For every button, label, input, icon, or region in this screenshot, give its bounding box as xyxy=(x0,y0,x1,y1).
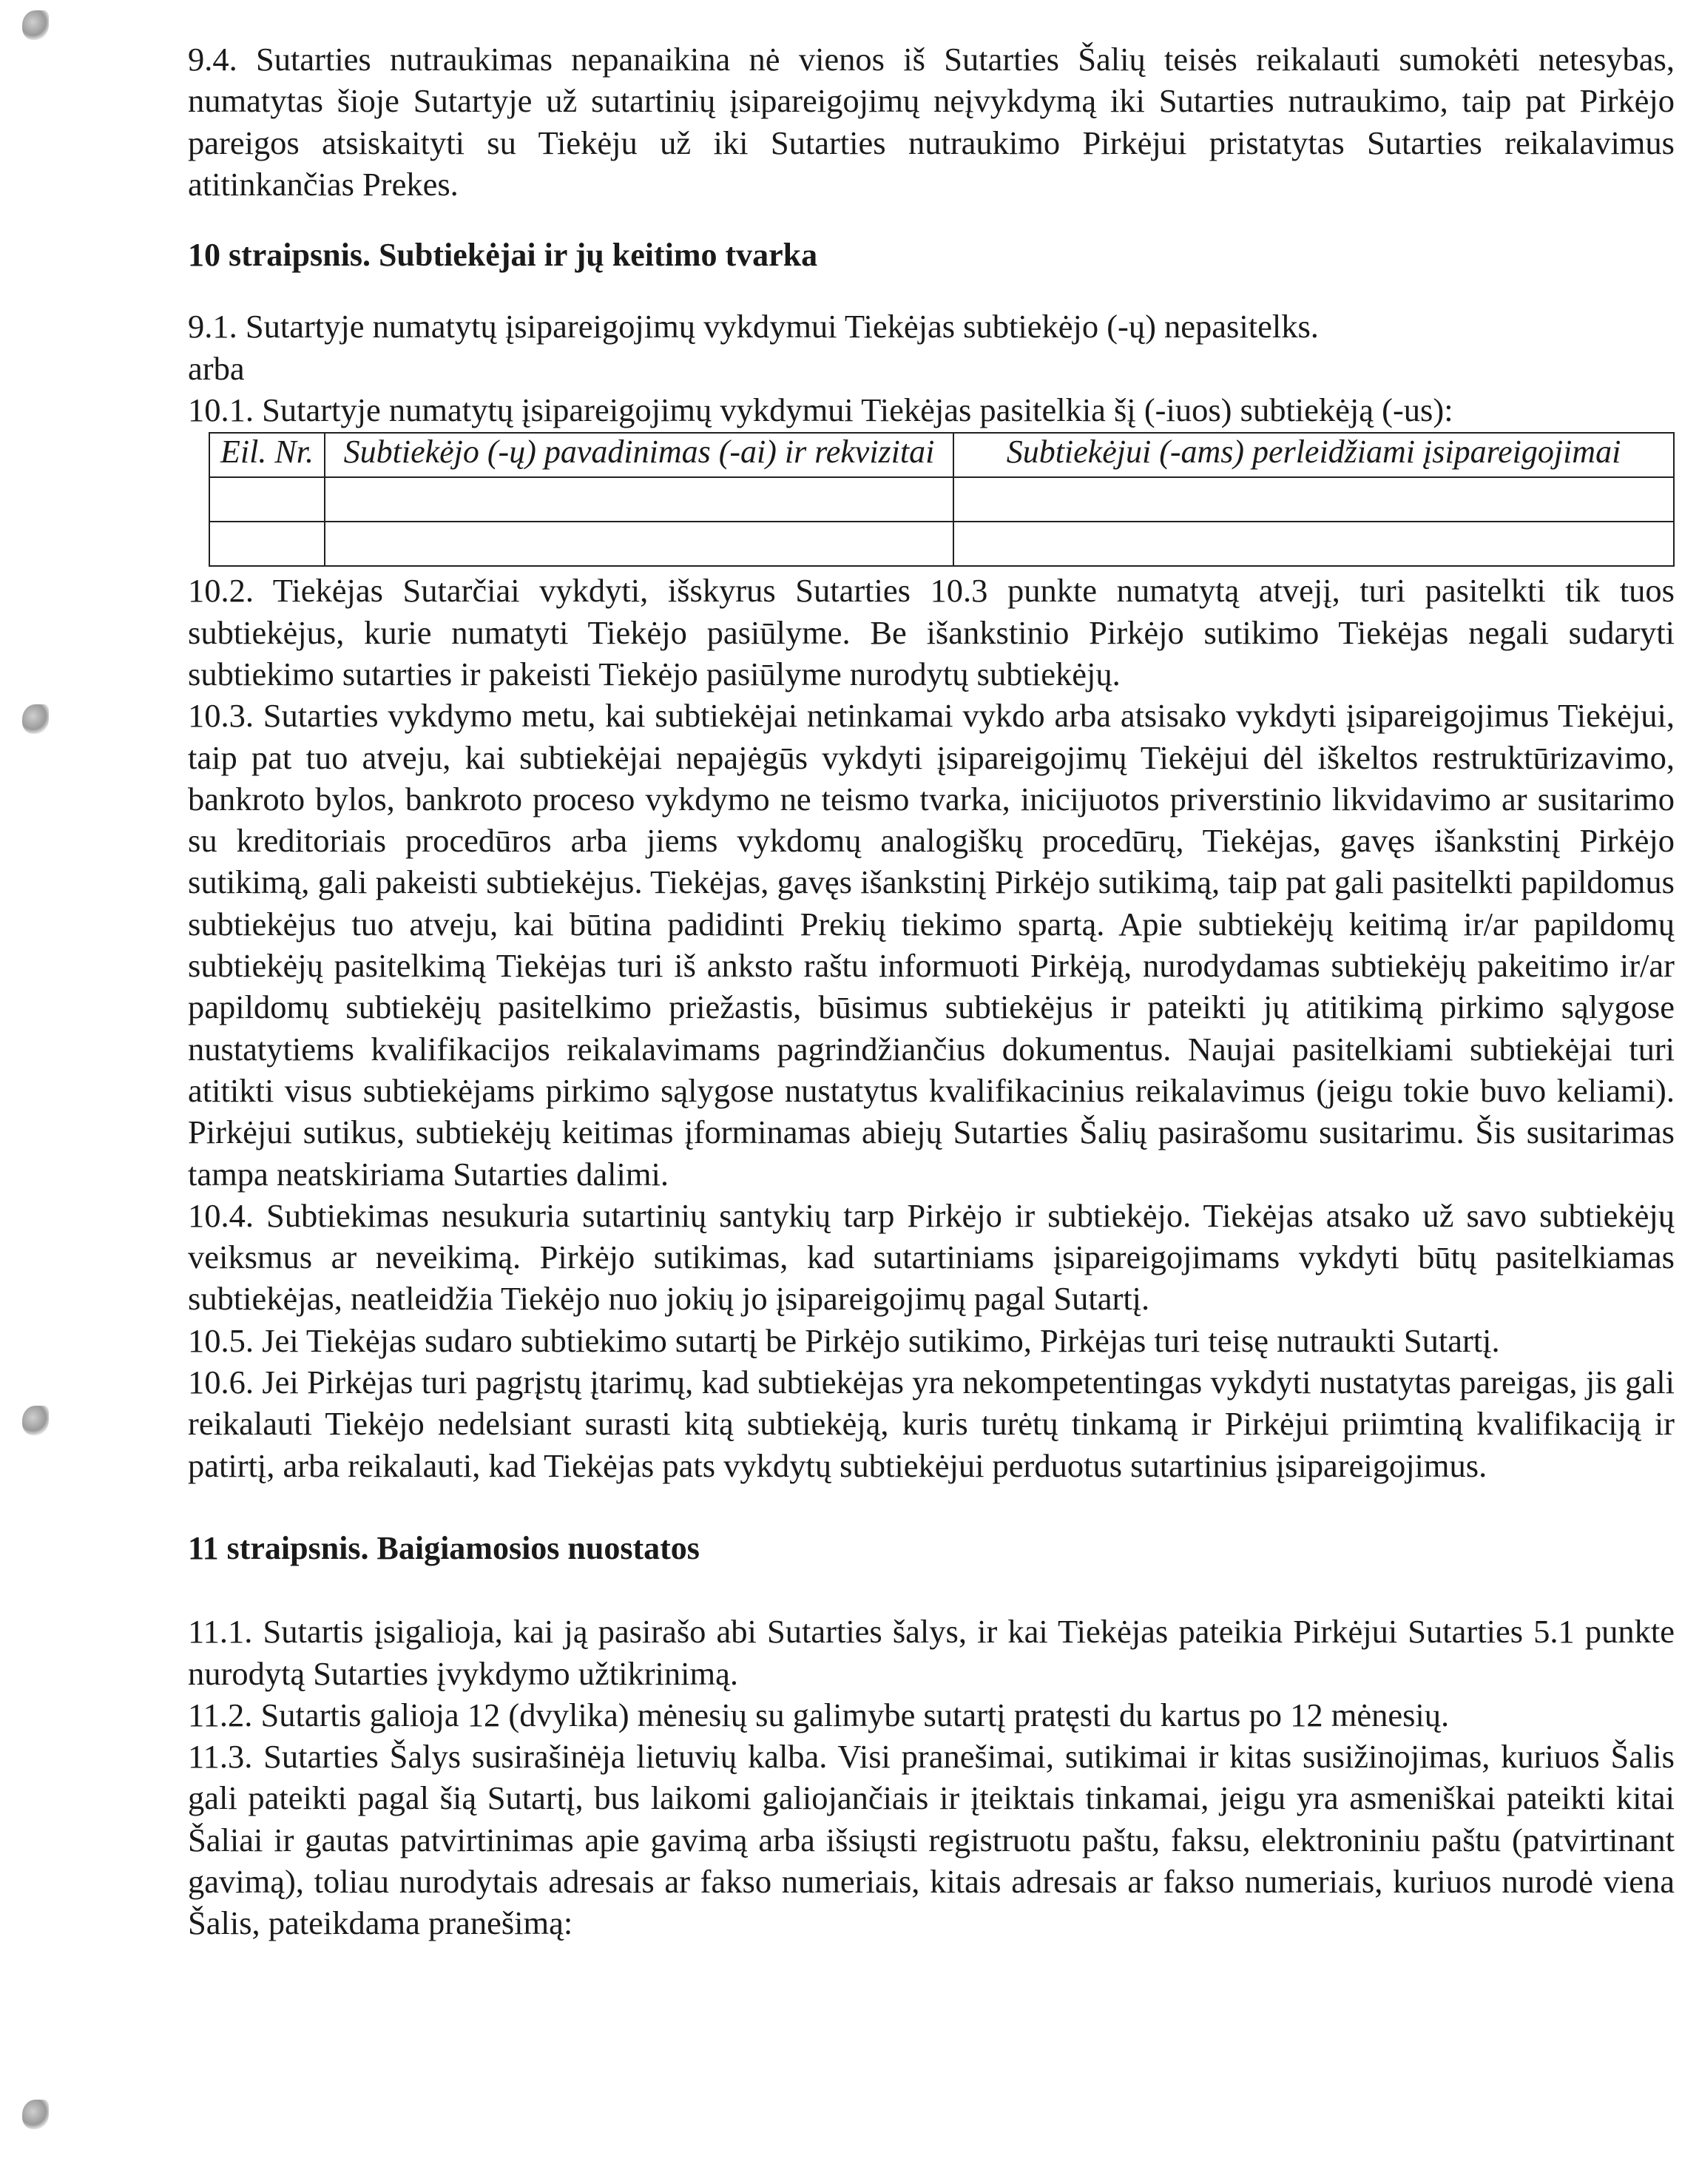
clause-9-1: 9.1. Sutartyje numatytų įsipareigojimų vykdymui Tiekėjas subtiekėjo (-ų) nepasitelks. xyxy=(188,308,1319,346)
clause-10-4: 10.4. Subtiekimas nesukuria sutartinių santykių tarp Pirkėjo ir subtiekėjo. Tiekėjas atsako už savo subtiekėjų veiksmus ar neveikimą. Pirkėjo sutikimas, kad sutartiniams įsipareigojimams vykdyti būtų pasitelkiamas subtiekėjas, neatleidžia Tiekėjo nuo jokių jo įsipareigojimų pagal Sutartį. xyxy=(188,1196,1675,1318)
table-cell-nr xyxy=(209,477,325,522)
punch-hole-1 xyxy=(22,10,49,40)
subcontractor-table xyxy=(209,432,1675,567)
table-cell-obligations xyxy=(953,522,1674,566)
or-text: arba xyxy=(188,349,245,387)
clause-10-3: 10.3. Sutarties vykdymo metu, kai subtiekėjai netinkamai vykdo arba atsisako vykdyti įsipareigojimus Tiekėjui, taip pat tuo atveju, kai subtiekėjai nepajėgūs vykdyti įsipareigojimų Tiekėjui dėl iškeltos restruktūrizavimo, bankroto bylos, bankroto proceso vykdymo ne teismo tvarka, inicijuotos priverstinio likvidavimo ar susitarimo su kreditoriais procedūros arba jiems vykdomų analogiškų procedūrų, Tiekėjas, gavęs išankstinį Pirkėjo sutikimą, gali pakeisti subtiekėjus. Tiekėjas, gavęs išankstinį Pirkėjo sutikimą, taip pat gali pasitelkti papildomus subtiekėjus tuo atveju, kai būtina padidinti Prekių tiekimo spartą. Apie subtiekėjų keitimą ir/ar papildomų subtiekėjų pasitelkimą Tiekėjas turi iš anksto raštu informuoti Pirkėją, nurodydamas subtiekėjų pakeitimo ir/ar papildomų subtiekėjų pasitelkimo priežastis, būsimus subtiekėjus ir pateikti jų atitikimą pirkimo sąlygose nustatytiems kvalifikacijos reikalavimams pagrindžiančius dokumentus. Naujai pasitelkiami subtiekėjai turi atitikti visus subtiekėjams pirkimo sąlygose nustatytus kvalifikacinius reikalavimus (jeigu tokie buvo keliami). Pirkėjui sutikus, subtiekėjų keitimas įforminamas abiejų Sutarties Šalių pasirašomu susitarimu. Šis susitarimas tampa neatskiriama Sutarties dalimi. xyxy=(188,697,1675,1193)
clause-9-4: 9.4. Sutarties nutraukimas nepanaikina nė vienos iš Sutarties Šalių teisės reikalauti sumokėti netesybas, numatytas šioje Sutartyje už sutartinių įsipareigojimų neįvykdymą iki Sutarties nutraukimo, taip pat Pirkėjo pareigos atsiskaityti su Tiekėju už iki Sutarties nutraukimo Pirkėjui pristatytas Sutarties reikalavimus atitinkančias Prekes. xyxy=(188,41,1675,203)
clause-10-2: 10.2. Tiekėjas Sutarčiai vykdyti, išskyrus Sutarties 10.3 punkte numatytą atvejį, turi pasitelkti tik tuos subtiekėjus, kurie numatyti Tiekėjo pasiūlyme. Be išankstinio Pirkėjo sutikimo Tiekėjas negali sudaryti subtiekimo sutarties ir pakeisti Tiekėjo pasiūlyme nurodytų subtiekėjų. xyxy=(188,572,1675,692)
table-cell-name xyxy=(325,522,953,566)
clause-11-3: 11.3. Sutarties Šalys susirašinėja lietuvių kalba. Visi pranešimai, sutikimai ir kitas susižinojimas, kuriuos Šalis gali pateikti pagal šią Sutartį, bus laikomi galiojančiais ir įteiktais tinkamai, jeigu yra asmeniškai pateikti kitai Šaliai ir gautas patvirtinimas apie gavimą arba išsiųsti registruotu paštu, faksu, elektroniniu paštu (patvirtinant gavimą), toliau nurodytais adresais ar fakso numeriais, kitais adresais ar fakso numeriais, kuriuos nurodė viena Šalis, pateikdama pranešimą: xyxy=(188,1738,1675,1942)
table-row xyxy=(209,477,1674,522)
document-body xyxy=(188,38,1675,1944)
clause-10-6: 10.6. Jei Pirkėjas turi pagrįstų įtarimų, kad subtiekėjas yra nekompetentingas vykdyti nustatytas pareigas, jis gali reikalauti Tiekėjo nedelsiant surasti kitą subtiekėją, kuris turėtų tinkamą ir Pirkėjui priimtiną kvalifikaciją ir patirtį, arba reikalauti, kad Tiekėjas pats vykdytų subtiekėjui perduotus sutartinius įsipareigojimus. xyxy=(188,1364,1675,1484)
clause-10-1: 10.1. Sutartyje numatytų įsipareigojimų vykdymui Tiekėjas pasitelkia šį (-iuos) subtiekėją (-us): xyxy=(188,391,1453,429)
clause-11-1: 11.1. Sutartis įsigalioja, kai ją pasirašo abi Sutarties šalys, ir kai Tiekėjas pateikia Pirkėjui Sutarties 5.1 punkte nurodytą Sutarties įvykdymo užtikrinimą. xyxy=(188,1613,1675,1692)
column-header-obligations: Subtiekėjui (-ams) perleidžiami įsipareigojimai xyxy=(953,433,1674,477)
clause-10-5: 10.5. Jei Tiekėjas sudaro subtiekimo sutartį be Pirkėjo sutikimo, Pirkėjas turi teisę nutraukti Sutartį. xyxy=(188,1321,1500,1359)
clause-11-2: 11.2. Sutartis galioja 12 (dvylika) mėnesių su galimybe sutartį pratęsti du kartus po 12 mėnesių. xyxy=(188,1696,1450,1733)
article-10-heading: 10 straipsnis. Subtiekėjai ir jų keitimo tvarka xyxy=(188,237,818,274)
table-cell-name xyxy=(325,477,953,522)
article-11-heading: 11 straipsnis. Baigiamosios nuostatos xyxy=(188,1529,700,1566)
column-header-nr: Eil. Nr. xyxy=(209,433,325,477)
table-cell-nr xyxy=(209,522,325,566)
table-row xyxy=(209,522,1674,566)
table-header-row xyxy=(209,433,1674,477)
table-cell-obligations xyxy=(953,477,1674,522)
column-header-name: Subtiekėjo (-ų) pavadinimas (-ai) ir rekvizitai xyxy=(325,433,953,477)
punch-hole-3 xyxy=(22,1406,49,1435)
punch-hole-2 xyxy=(22,704,49,734)
punch-hole-4 xyxy=(22,2100,49,2129)
